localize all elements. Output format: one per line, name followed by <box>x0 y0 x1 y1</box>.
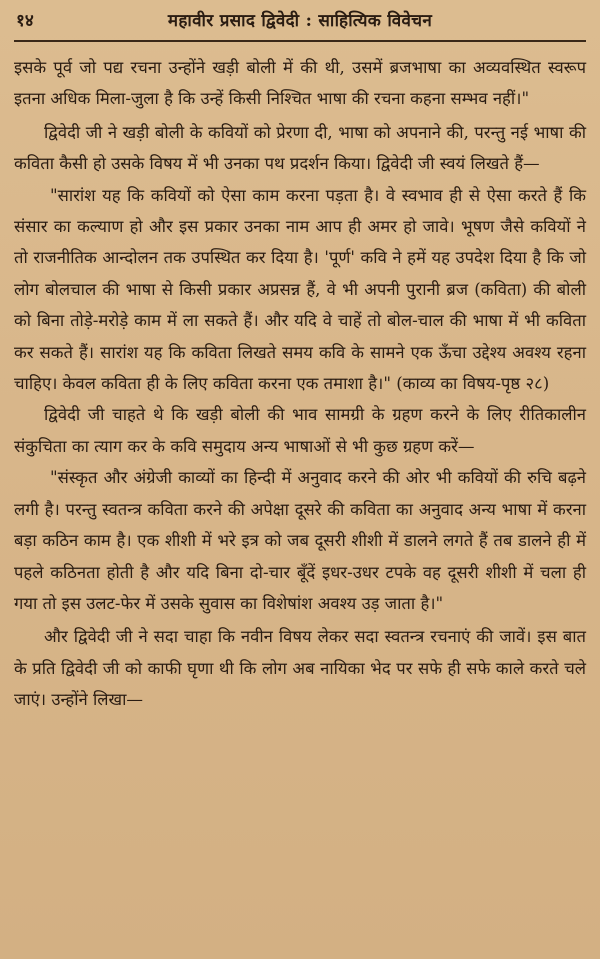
paragraph-grahan: द्विवेदी जी चाहते थे कि खड़ी बोली की भाव सामग्री के ग्रहण करने के लिए रीतिकालीन संकुचिता का त्याग कर के कवि समुदाय अन्य भाषाओं से भी कुछ ग्रहण करें— <box>14 405 586 456</box>
quote-anuvad: "संस्कृत और अंग्रेजी काव्यों का हिन्दी में अनुवाद करने की ओर भी कवियों की रुचि बढ़ने लगी है। परन्तु स्वतन्त्र कविता करने की अपेक्षा दूसरे की कविता का अनुवाद अन्य भाषा में करना बड़ा कठिन काम है। एक शीशी में भरे इत्र को जब दूसरी शीशी में डालने लगते हैं तब डालने ही में पहले कठिनता होती है और यदि बिना दो-चार बूँदें इधर-उधर टपके वह दूसरी शीशी में चला ही गया तो इस उलट-फेर में उसके सुवास का विशेषांश अवश्य उड़ जाता है।" <box>14 468 586 613</box>
paragraph-swatantra-rachna: और द्विवेदी जी ने सदा चाहा कि नवीन विषय लेकर सदा स्वतन्त्र रचनाएं की जावें। इस बात के प्रति द्विवेदी जी को काफी घृणा थी कि लोग अब नायिका भेद पर सफे ही सफे काले करते चले जाएं। उन्होंने लिखा— <box>14 627 586 710</box>
paragraph-inspiration: द्विवेदी जी ने खड़ी बोली के कवियों को प्रेरणा दी, भाषा को अपनाने की, परन्तु नई भाषा की कविता कैसी हो उसके विषय में भी उनका पथ प्रदर्शन किया। द्विवेदी जी स्वयं लिखते हैं— <box>14 122 586 174</box>
page-header <box>14 8 586 40</box>
header-rule <box>14 40 586 42</box>
quote-kavita-uddeshya: "सारांश यह कि कवियों को ऐसा काम करना पड़ता है। वे स्वभाव ही से ऐसा करते हैं कि संसार का कल्याण हो और इस प्रकार उनका नाम आप ही अमर हो जावे। भूषण जैसे कवियों ने तो राजनीतिक आन्दोलन तक उपस्थित कर दिया है। 'पूर्ण' कवि ने हमें यह उपदेश दिया है कि जो लोग बोलचाल की भाषा से किसी प्रकार अप्रसन्न हैं, वे भी अपनी पुरानी ब्रज (कविता) की बोली को बिना तोड़े-मरोड़े काम में ला सकते हैं। और यदि वे चाहें तो बोल-चाल की भाषा में भी कविता कर सकते हैं। सारांश यह कि कविता लिखते समय कवि के सामने एक ऊँचा उद्देश्य अवश्य रहना चाहिए। केवल कविता ही के लिए कविता करना एक तमाशा है।" (काव्य का विषय-पृष्ठ २८) <box>14 185 586 394</box>
page-number: १४ <box>16 11 34 31</box>
paragraph-continuation: इसके पूर्व जो पद्य रचना उन्होंने खड़ी बोली में की थी, उसमें ब्रजभाषा का अव्यवस्थित स्वरूप इतना अधिक मिला-जुला है कि उन्हें किसी निश्चित भाषा की रचना कहना सम्भव नहीं।" <box>14 58 586 109</box>
running-title: महावीर प्रसाद द्विवेदी : साहित्यिक विवेचन <box>167 11 433 31</box>
